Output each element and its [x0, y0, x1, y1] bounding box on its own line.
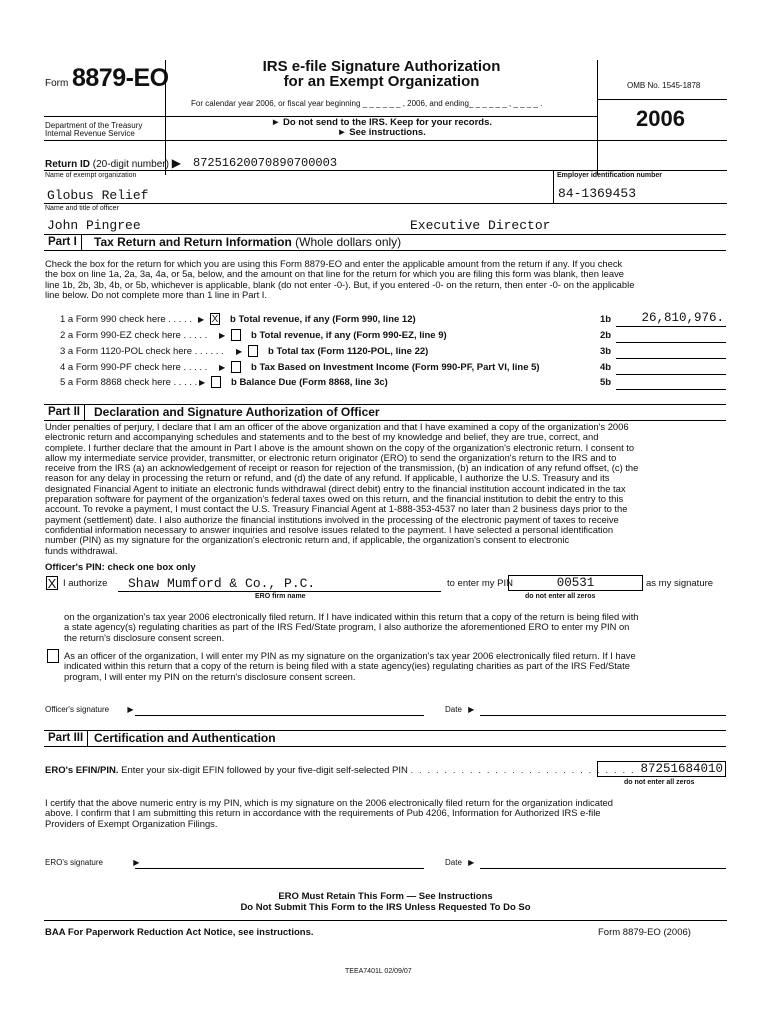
- triangle-right-icon: ▶: [219, 331, 226, 340]
- declaration-line: confidential information necessary to answer inquiries and resolve issues related to the payment. I have selected a personal identification: [45, 523, 614, 535]
- dept-line2: Internal Revenue Service: [45, 129, 135, 138]
- header-bottom-rule: [44, 140, 727, 141]
- declaration-line: electronic return and accompanying schedules and statements and to the best of my knowledge and belief, they are true, correct, and: [45, 431, 599, 443]
- part1-row-3a-checkbox[interactable]: [248, 345, 258, 357]
- declaration-line: receive from the IRS (a) an acknowledgement of receipt or reason for rejection of the transmission, (b) an indication of any refund offset, (c) the: [45, 462, 639, 474]
- ero-date-label: [445, 858, 474, 867]
- part1-instr-line: line 1b, 2b, 3b, 4b, or 5b, whichever is applicable, blank (do not enter -0-). But, if you entered -0- on the return, then enter -0- on the applicable: [45, 278, 635, 290]
- authorize-para-line: the return's disclosure consent screen.: [64, 631, 225, 643]
- certification-line: Providers of Exempt Organization Filings.: [45, 817, 218, 829]
- authorize-para-line: a state agency(s) regulating charities as part of the IRS Fed/State program, I also authorize the aforementioned ERO to enter my PIN on: [64, 621, 630, 633]
- part1-row-2b-label: b Total revenue, if any (Form 990-EZ, line 9): [251, 330, 447, 341]
- instructions-line2: ► See instructions.: [337, 127, 426, 138]
- officer-signature-line[interactable]: [135, 715, 424, 716]
- calendar-line: [191, 99, 542, 108]
- part1-row-2b-line: [616, 342, 726, 343]
- tax-year: 2006: [636, 106, 685, 131]
- calendar-blanks: _ _ _ _ _ _ , 2006, and ending_ _ _ _ _ _ , _ _ _ _ .: [362, 99, 543, 108]
- ero-signature-line[interactable]: [135, 868, 424, 869]
- retain-notice-line1: ERO Must Retain This Form — See Instructions: [278, 891, 493, 902]
- efin-label-text: Enter your six-digit EFIN followed by your five-digit self-selected PIN: [121, 765, 408, 776]
- efin-pin-value: 87251684010: [640, 762, 723, 776]
- triangle-right-icon: ▶: [219, 363, 226, 372]
- dept-line1: Department of the Treasury: [45, 121, 143, 130]
- self-enter-para-line: program, I will enter my PIN on the return's disclosure consent screen.: [64, 670, 356, 682]
- part1-row-3a-label: 3 a Form 1120-POL check here . . . . . .: [60, 346, 224, 357]
- officer-pin-value: 00531: [556, 576, 595, 590]
- triangle-right-icon: ▶: [468, 858, 475, 867]
- part1-row-4b-number: 4b: [600, 362, 612, 373]
- ein-value[interactable]: 84-1369453: [558, 186, 637, 201]
- part1-title-suffix: (Whole dollars only): [295, 235, 402, 249]
- efin-caption: do not enter all zeros: [624, 779, 695, 786]
- pin-heading: Officer's PIN: check one box only: [45, 562, 196, 573]
- officer-name-value[interactable]: John Pingree: [47, 218, 141, 233]
- return-id-value[interactable]: 87251620070890700003: [193, 156, 338, 170]
- ero-signature-label: [45, 858, 139, 867]
- authorize-para-line: on the organization's tax year 2006 electronically filed return. If I have indicated within this return that a copy of the return is being filed with: [64, 611, 639, 622]
- form-code: TEEA7401L 02/09/07: [345, 968, 412, 975]
- self-enter-para-line: indicated within this return that a copy of the return is being filed with a state agency(ies) regulating charities as part of the IRS Fed/State: [64, 660, 630, 672]
- form-title-line2: for an Exempt Organization: [283, 73, 480, 90]
- ein-label: Employer identification number: [557, 172, 663, 179]
- part1-row-5b-line: [616, 389, 726, 390]
- ero-signature-text: ERO's signature: [45, 858, 103, 867]
- omb-number: OMB No. 1545-1878: [627, 81, 701, 90]
- triangle-right-icon: ▶: [127, 705, 134, 714]
- part1-row-5a-checkbox[interactable]: [211, 376, 221, 388]
- part1-header: [44, 234, 726, 251]
- part2-para2: [64, 612, 734, 643]
- officer-date-line[interactable]: [480, 715, 726, 716]
- part1-row-4b-label: b Tax Based on Investment Income (Form 990-PF, Part VI, line 5): [251, 362, 540, 373]
- officer-title-value[interactable]: Executive Director: [410, 218, 551, 233]
- part1-row-1b-amount[interactable]: 26,810,976.: [641, 311, 724, 325]
- baa-notice: BAA For Paperwork Reduction Act Notice, see instructions.: [45, 927, 314, 938]
- org-name-label: Name of exempt organization: [45, 172, 137, 179]
- officer-signature-text: Officer's signature: [45, 705, 110, 714]
- form-word: Form: [45, 78, 69, 89]
- authorize-label: I authorize: [63, 578, 108, 589]
- part1-row-1b-label: b Total revenue, if any (Form 990, line 12): [230, 314, 416, 325]
- officer-date-text: Date: [445, 705, 462, 714]
- part2-header: [44, 404, 726, 421]
- instructions-line1: ► Do not send to the IRS. Keep for your records.: [270, 117, 493, 128]
- part1-row-1b-line: [616, 326, 726, 327]
- declaration-line: account. To revoke a payment, I must contact the U.S. Treasury Financial Agent at 1-888-353-4537 no later than 2 business days prior to the: [45, 503, 628, 515]
- part1-row-3b-label: b Total tax (Form 1120-POL, line 22): [268, 346, 429, 357]
- return-id-label: [45, 156, 181, 170]
- part1-row-4a-checkbox[interactable]: [231, 361, 241, 373]
- retain-notice-line2: Do Not Submit This Form to the IRS Unless Requested To Do So: [240, 902, 531, 913]
- to-enter-pin-label: to enter my PIN: [447, 578, 513, 589]
- footer-rule: [44, 920, 727, 921]
- triangle-right-icon: ▶: [171, 156, 181, 170]
- declaration-line: reason for any delay in processing the return or refund, and (d) the date of any refund. If applicable, I authorize the U.S. Treasury and its: [45, 472, 610, 484]
- return-id-rule: [44, 170, 727, 171]
- efin-label: [45, 765, 635, 776]
- triangle-right-icon: ▶: [198, 315, 205, 324]
- omb-rule: [597, 99, 727, 100]
- officer-label: Name and title of officer: [45, 205, 119, 212]
- part1-row-3b-number: 3b: [600, 346, 612, 357]
- certification-line: above. I confirm that I am submitting this return in accordance with the requirements of Pub 4206, Information for Authorized IRS e-file: [45, 807, 601, 819]
- part1-row-4b-line: [616, 374, 726, 375]
- as-my-signature-label: as my signature: [646, 578, 714, 589]
- part1-title: [94, 235, 401, 250]
- part1-instr-line: the box on line 1a, 2a, 3a, 4a, or 5a, below, and the amount on that line for the return for which you are filing this form was blank, then leave: [45, 268, 624, 280]
- org-rule: [44, 203, 727, 204]
- officer-date-label: [445, 705, 474, 714]
- form-label: [45, 78, 68, 89]
- part1-row-2a-checkbox[interactable]: [231, 329, 241, 341]
- triangle-right-icon: ▶: [199, 378, 206, 387]
- efin-pin-box[interactable]: [597, 761, 726, 777]
- self-enter-checkbox[interactable]: [47, 649, 59, 663]
- part1-row-5b-label: b Balance Due (Form 8868, line 3c): [231, 377, 388, 388]
- declaration-line: preparation software for payment of the organization's federal taxes owed on this return, and the financial institution to debit the entry to this: [45, 493, 624, 505]
- part2-declaration: [45, 422, 735, 556]
- authorize-checkbox[interactable]: X: [47, 576, 57, 591]
- ero-firm-caption: ERO firm name: [255, 593, 306, 600]
- part1-row-3b-line: [616, 358, 726, 359]
- ero-firm-line: [118, 591, 441, 592]
- triangle-right-icon: ▶: [468, 705, 475, 714]
- return-id-label-text: Return ID: [45, 159, 90, 170]
- ero-date-line[interactable]: [480, 868, 726, 869]
- declaration-line: payment (settlement) date. I also authorize the financial institutions involved in the processing of the electronic payment of taxes to receive: [45, 513, 619, 525]
- part1-instructions: [45, 259, 730, 300]
- triangle-right-icon: ▶: [236, 347, 243, 356]
- part3-tag: Part III: [44, 731, 88, 746]
- part3-header: [44, 730, 726, 747]
- declaration-line: number (PIN) as my signature for the organization's electronic return and, if applicable, the organization's consent to electronic: [45, 534, 570, 546]
- part1-tag: Part I: [44, 235, 82, 250]
- part1-row-1a-label: 1 a Form 990 check here . . . . .: [60, 314, 193, 325]
- part1-row-4a-label: 4 a Form 990-PF check here . . . . .: [60, 362, 208, 373]
- triangle-right-icon: ▶: [133, 858, 140, 867]
- form-number: 8879-EO: [72, 64, 169, 92]
- part1-row-2a-label: 2 a Form 990-EZ check here . . . . .: [60, 330, 208, 341]
- ero-firm-value[interactable]: Shaw Mumford & Co., P.C.: [128, 576, 316, 591]
- part1-title-text: Tax Return and Return Information: [94, 235, 292, 249]
- declaration-line: funds withdrawal.: [45, 544, 118, 556]
- part1-instr-line: line below. Do not complete more than 1 line in Part I.: [45, 288, 267, 300]
- part1-row-1a-checkbox[interactable]: X: [211, 314, 219, 325]
- org-name-value[interactable]: Globus Relief: [47, 188, 149, 203]
- part1-row-2b-number: 2b: [600, 330, 612, 341]
- part3-title: Certification and Authentication: [94, 731, 276, 745]
- part2-title: Declaration and Signature Authorization of Officer: [94, 405, 380, 419]
- part1-instr-line: Check the box for the return for which you are using this Form 8879-EO and enter the applicable amount from the return if any. If you check: [45, 258, 623, 269]
- part1-row-5b-number: 5b: [600, 377, 612, 388]
- part3-certification: [45, 798, 735, 829]
- form-title-line1: IRS e-file Signature Authorization: [262, 58, 501, 75]
- part1-row-5a-label: 5 a Form 8868 check here . . . . .: [60, 377, 198, 388]
- efin-label-bold: ERO's EFIN/PIN.: [45, 765, 119, 776]
- declaration-line: Under penalties of perjury, I declare that I am an officer of the above organization and that I have examined a copy of the organization's 2006: [45, 421, 629, 432]
- calendar-text: For calendar year 2006, or fiscal year beginning: [191, 99, 361, 108]
- part2-para3: [64, 651, 734, 682]
- declaration-line: complete. I further declare that the amount in Part I above is the amount shown on the copy of the organization's electronic return. I consent to: [45, 441, 635, 453]
- declaration-line: allow my intermediate service provider, transmitter, or electronic return originator (ERO) to send the organization's return to the IRS and to: [45, 451, 617, 463]
- return-id-label-suffix: (20-digit number): [92, 159, 169, 170]
- part2-tag: Part II: [44, 405, 85, 420]
- declaration-line: designated Financial Agent to initiate an electronic funds withdrawal (direct debit) entry to the financial institution account indicated in the tax: [45, 482, 626, 494]
- pin-caption: do not enter all zeros: [525, 593, 596, 600]
- certification-line: I certify that the above numeric entry is my PIN, which is my signature on the 2006 electronically filed return for the organization indicated: [45, 797, 613, 808]
- form-reference: Form 8879-EO (2006): [598, 927, 691, 938]
- officer-signature-label: [45, 705, 133, 714]
- efin-dots: . . . . . . . . . . . . . . . . . . . . . . . . . . .: [410, 765, 636, 776]
- part1-row-1b-number: 1b: [600, 314, 612, 325]
- self-enter-para-line: As an officer of the organization, I will enter my PIN as my signature on the organization's tax year 2006 electronically filed return. If I have: [64, 650, 636, 661]
- header-divider-right: [597, 60, 598, 175]
- ero-date-text: Date: [445, 858, 462, 867]
- ein-divider: [553, 170, 554, 203]
- officer-pin-box[interactable]: [508, 575, 643, 591]
